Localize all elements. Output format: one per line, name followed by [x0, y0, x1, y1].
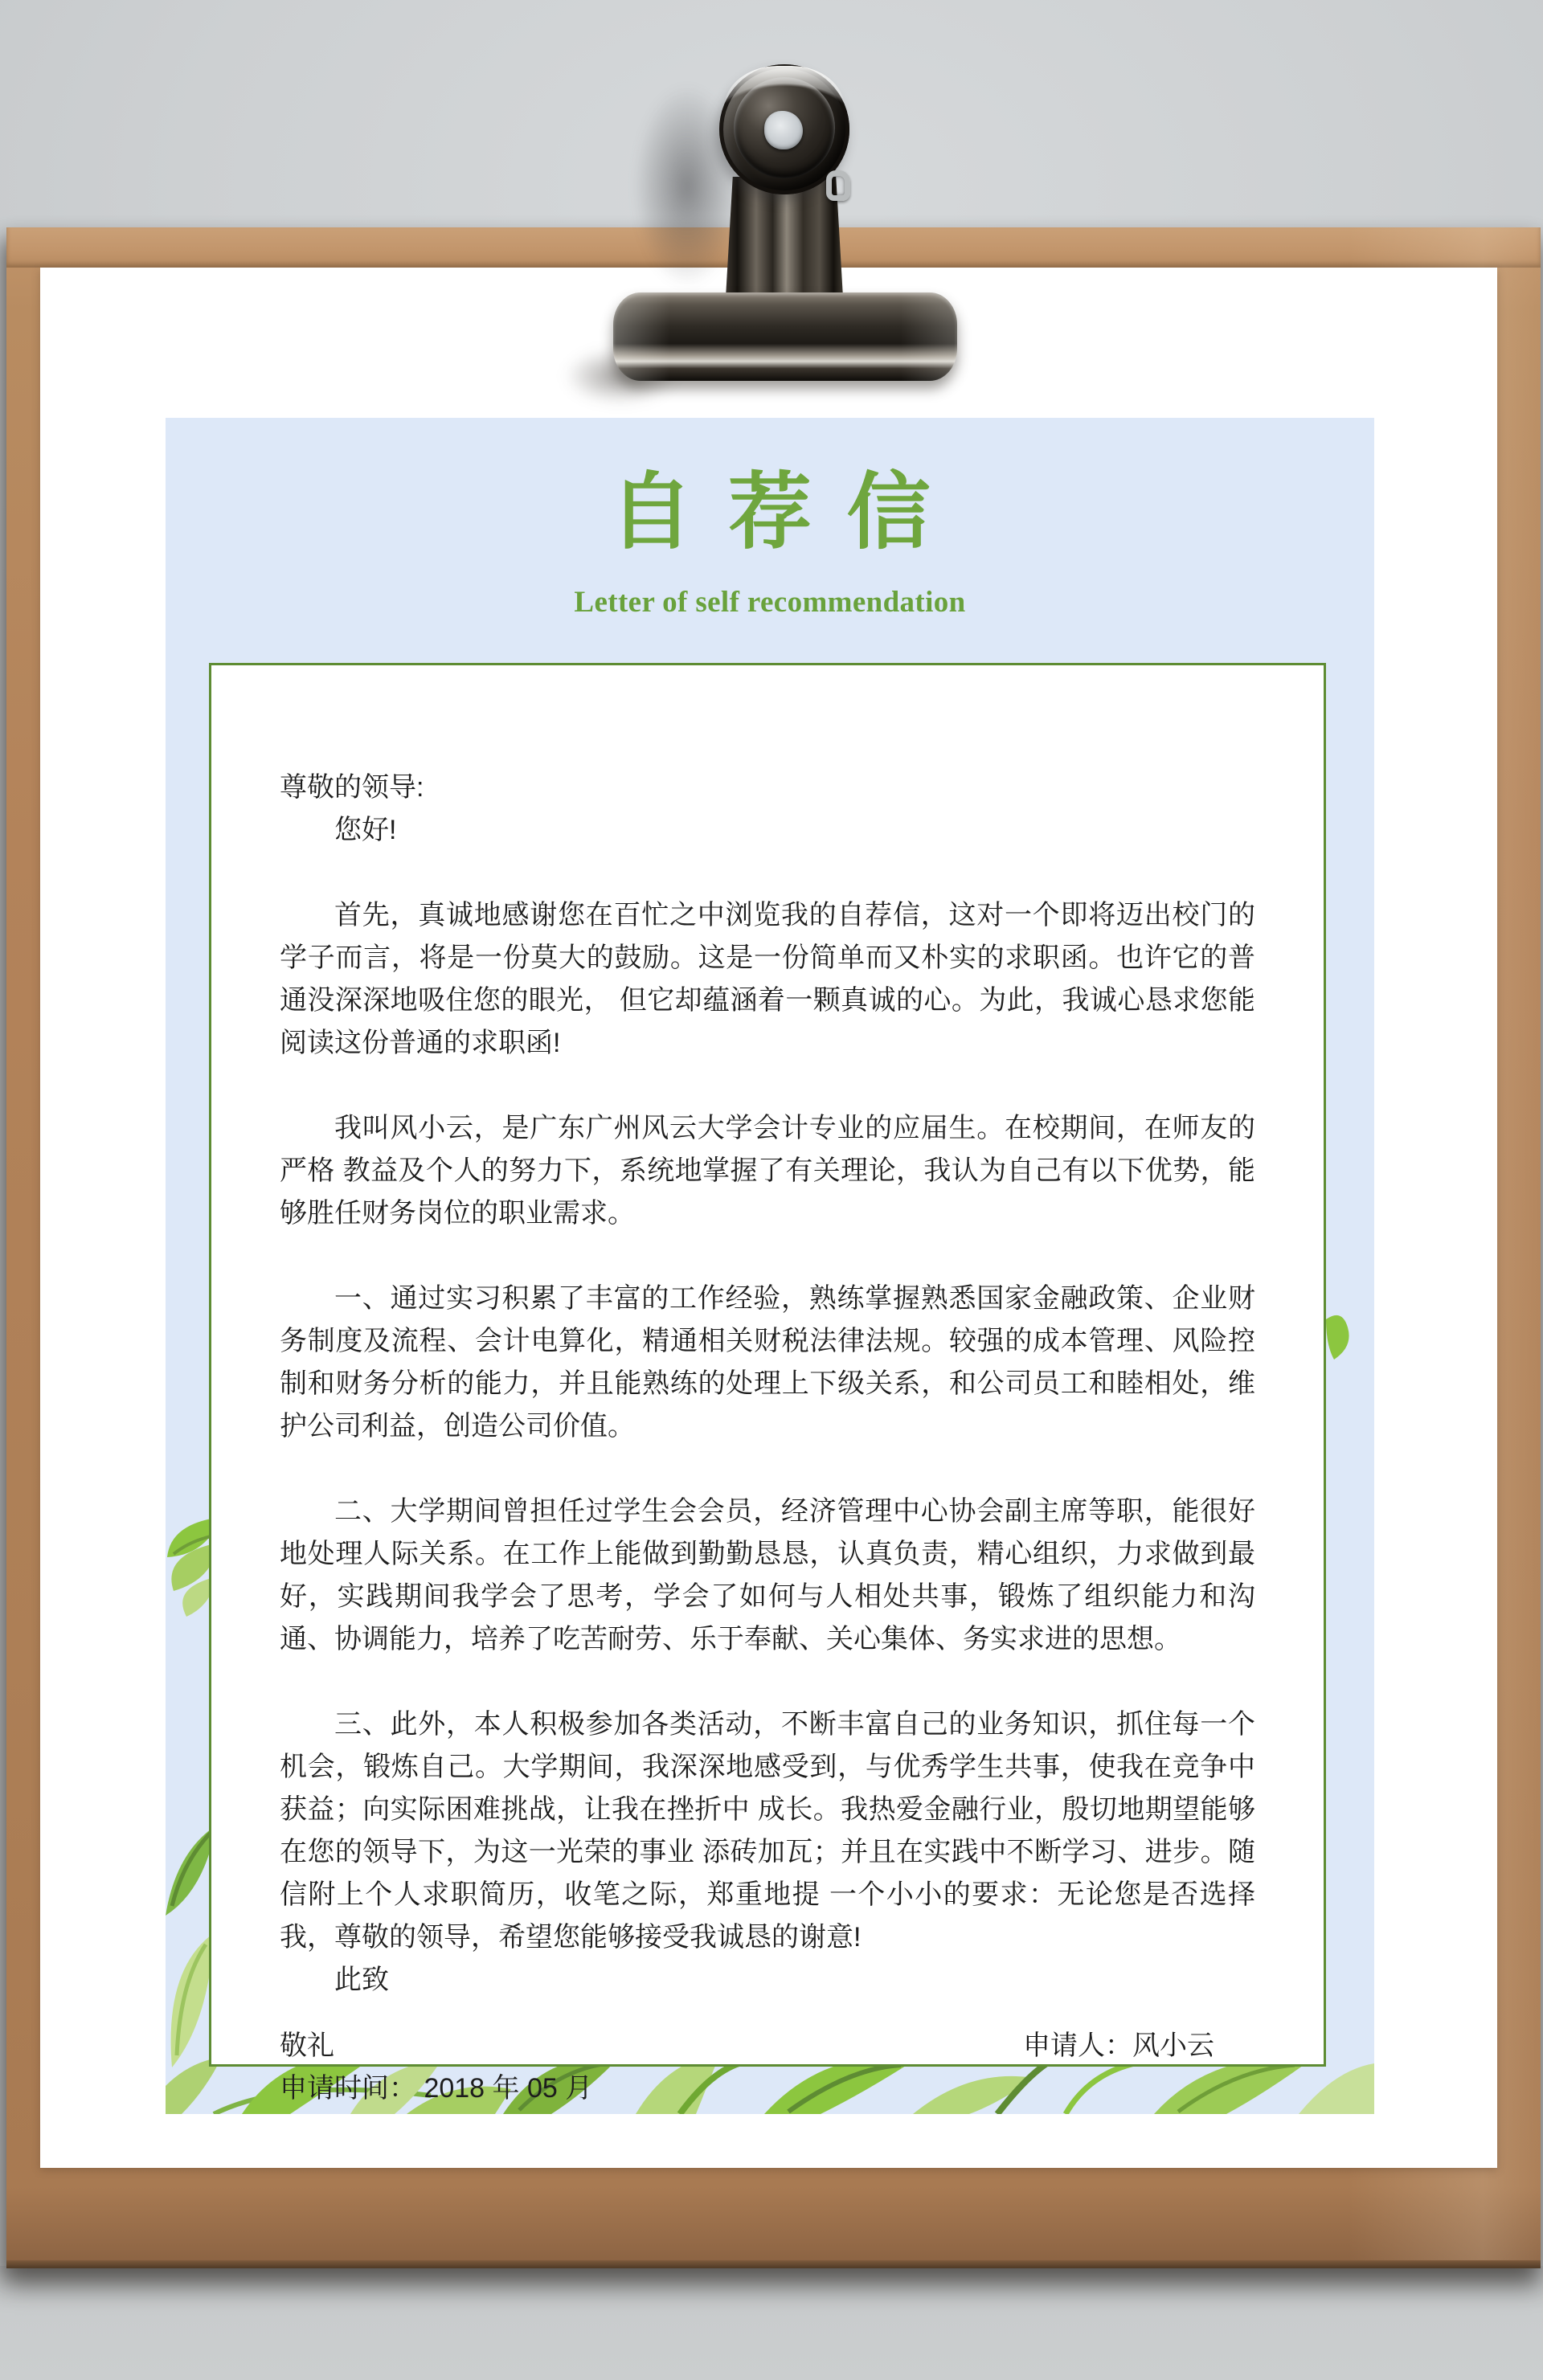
applicant-signature: 申请人：风小云	[1023, 2030, 1214, 2061]
paragraph-1: 首先，真诚地感谢您在百忙之中浏览我的自荐信，这对一个即将迈出校门的学子而言，将是一份莫大的鼓励。这是一份简单而又朴实的求职函。也许它的普通没深深地吸住您的眼光， 但它却蕴涵着一颗真诚的心。为此，我诚心恳求您能阅读这份普通的求职函!	[280, 900, 1255, 1058]
closing-cizhi: 此致	[334, 1965, 389, 1995]
leaf-right-tip-icon	[1326, 1311, 1352, 1363]
leaf-cluster-left-icon	[166, 1512, 211, 1620]
clip-hanging-hole	[764, 111, 803, 149]
clip-neck	[726, 177, 843, 297]
paragraph-3: 一、通过实习积累了丰富的工作经验，熟练掌握熟悉国家金融政策、企业财务制度及流程、会计电算化，精通相关财税法律法规。较强的成本管理、风险控制和财务分析的能力，并且能熟练的处理上下级关系，和公司员工和睦相处，维护公司利益，创造公司价值。	[280, 1283, 1255, 1441]
letter-body	[211, 665, 1324, 2110]
greeting: 您好!	[334, 815, 397, 845]
application-date: 申请时间： 2018 年 05 月	[280, 2073, 593, 2104]
letter-title: 自荐信	[609, 462, 966, 561]
clip-bar	[613, 292, 957, 381]
leaf-left-lower-icon	[166, 1935, 211, 2067]
salutation: 尊敬的领导:	[280, 772, 424, 803]
paragraph-4: 二、大学期间曾担任过学生会会员，经济管理中心协会副主席等职，能很好地处理人际关系。在工作上能做到勤勤恳恳，认真负责，精心组织，力求做到最好，实践期间我学会了思考，学会了如何与人相处共事，锻炼了组织能力和沟通、协调能力，培养了吃苦耐劳、乐于奉献、关心集体、务实求进的思想。	[280, 1496, 1255, 1654]
letter-content-box	[209, 663, 1326, 2104]
paragraph-2: 我叫风小云，是广东广州风云大学会计专业的应届生。在校期间，在师友的严格 教益及个人的努力下，系统地掌握了有关理论，我认为自己有以下优势，能够胜任财务岗位的职业需求。	[280, 1113, 1255, 1229]
closing-jingli: 敬礼	[280, 2030, 334, 2061]
salute-row	[280, 2025, 1255, 2067]
letter-subtitle: Letter of self recommendation	[574, 586, 966, 619]
wall-shadow-below-board	[0, 2266, 1543, 2380]
clip-wire-loop	[826, 170, 850, 201]
leaf-left-upper-icon	[166, 1829, 211, 1941]
board-bottom-edge	[6, 2260, 1541, 2268]
paragraph-5: 三、此外，本人积极参加各类活动，不断丰富自己的业务知识，抓住每一个机会，锻炼自己。大学期间，我深深地感受到，与优秀学生共事，使我在竞争中获益；向实际困难挑战，让我在挫折中 成长。我热爱金融行业，殷切地期望能够在您的领导下，为这一光荣的事业 添砖加瓦；并且在实践中不断学习、进步。随信附上个人求职简历，收笔之际，郑重地提 一个小小的要求：无论您是否选择我，尊敬的领导，希望您能够接受我诚恳的谢意!	[280, 1709, 1255, 1953]
